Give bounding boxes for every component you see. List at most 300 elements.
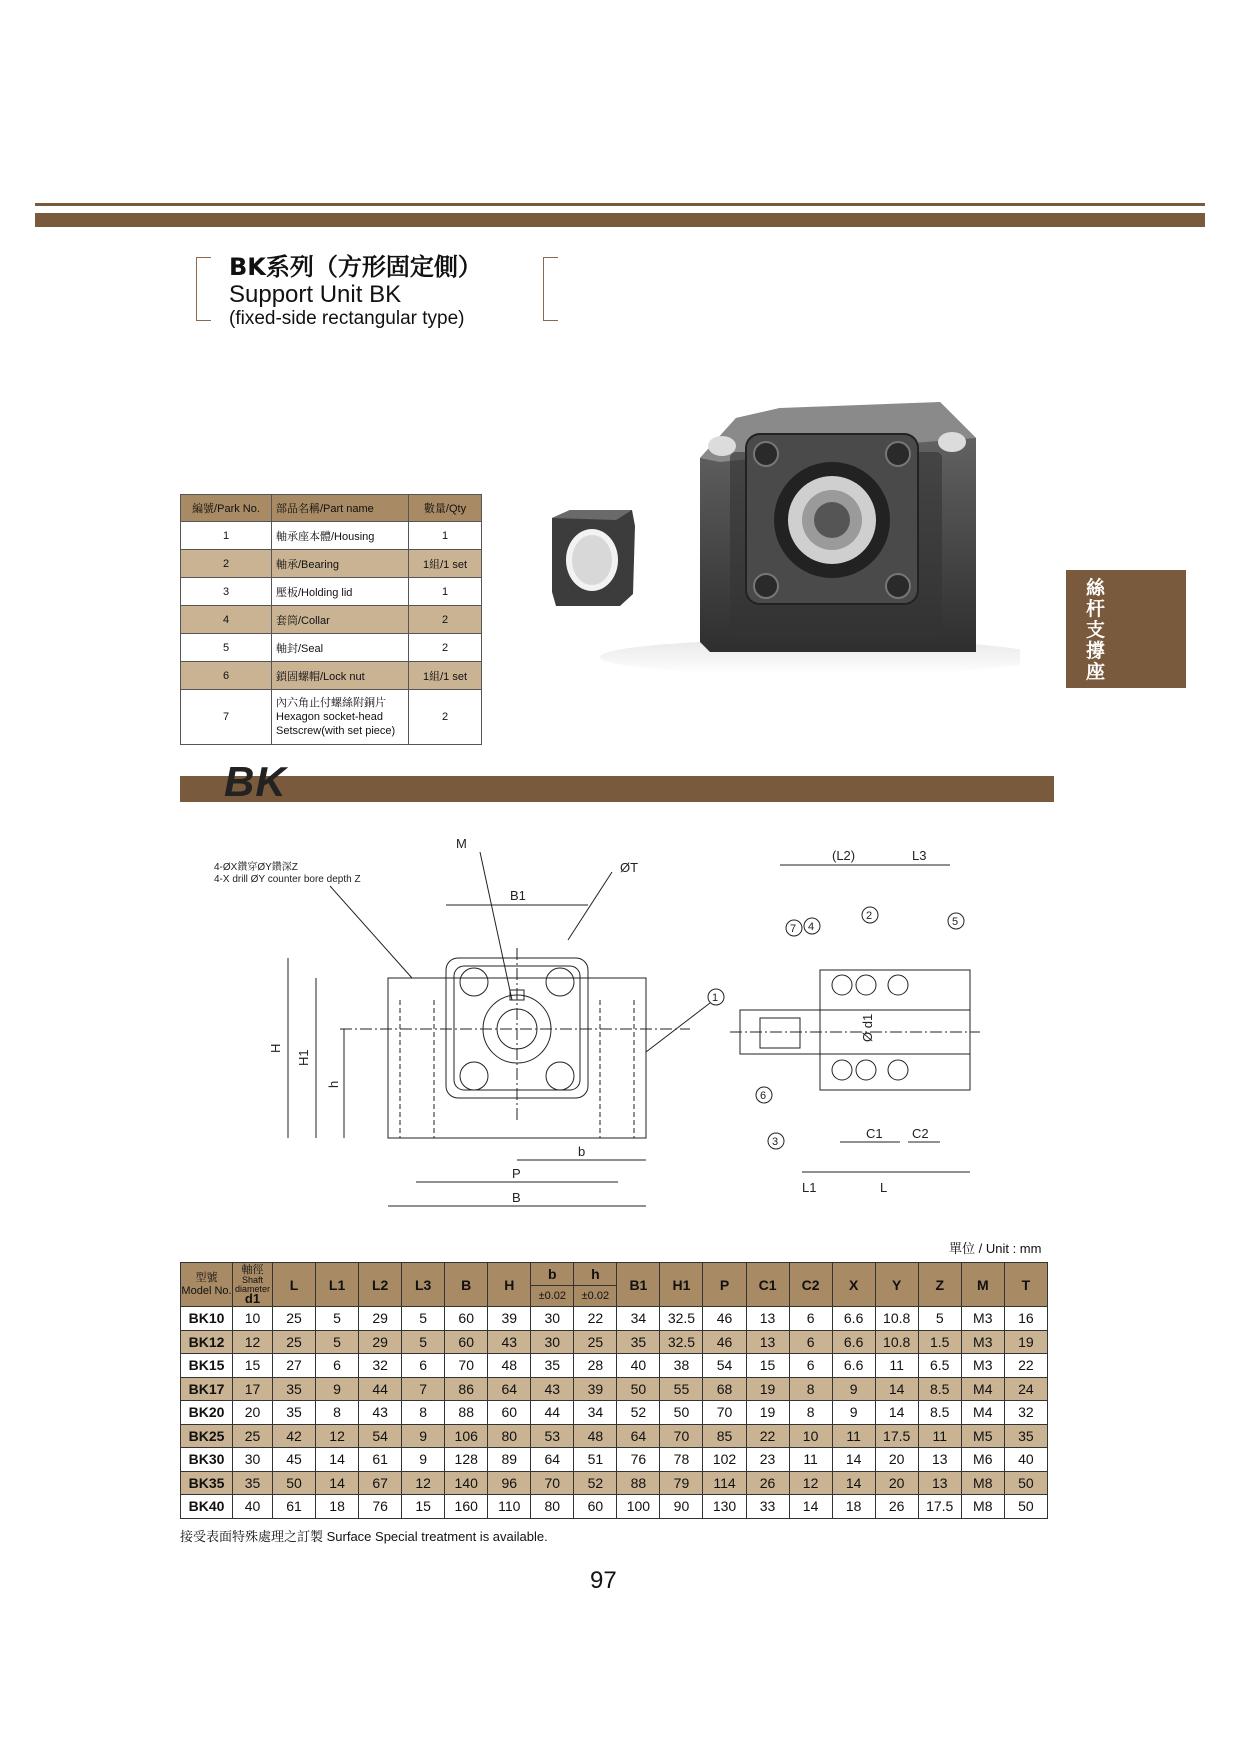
header-d1-zh: 軸徑 <box>241 1264 264 1276</box>
callout-2: 2 <box>866 910 873 922</box>
value-cell: 32 <box>1004 1401 1047 1425</box>
parts-table <box>180 494 482 745</box>
value-cell: 22 <box>574 1307 617 1331</box>
header-d1-en: Shaft <box>241 1275 263 1285</box>
value-cell: 46 <box>703 1330 746 1354</box>
title-subtitle: (fixed-side rectangular type) <box>229 308 465 329</box>
value-cell: 14 <box>875 1377 918 1401</box>
value-cell: 6 <box>316 1354 359 1378</box>
parts-no: 4 <box>181 606 272 634</box>
value-cell: 20 <box>875 1471 918 1495</box>
header-h-tolerance: ±0.02 <box>574 1286 617 1307</box>
value-cell: 19 <box>746 1401 789 1425</box>
parts-header-no: 編號/Park No. <box>181 495 272 522</box>
value-cell: 50 <box>273 1471 316 1495</box>
value-cell: 28 <box>574 1354 617 1378</box>
header-col: H1 <box>660 1263 703 1307</box>
header-col: L <box>273 1263 316 1307</box>
value-cell: 35 <box>273 1377 316 1401</box>
ball <box>832 975 852 995</box>
top-rule-thin <box>35 203 1205 206</box>
value-cell: 60 <box>488 1401 531 1425</box>
value-cell: 29 <box>359 1330 402 1354</box>
value-cell: 46 <box>703 1307 746 1331</box>
callout-5: 5 <box>952 916 959 928</box>
header-col: X <box>832 1263 875 1307</box>
callout-4: 4 <box>808 921 815 933</box>
dim-H1-label: H1 <box>296 1049 311 1066</box>
value-cell: 54 <box>359 1424 402 1448</box>
model-cell: BK20 <box>181 1401 233 1425</box>
dim-d1-label: Ø d1 <box>860 1013 875 1042</box>
model-cell: BK10 <box>181 1307 233 1331</box>
parts-qty: 1組/1 set <box>409 662 482 690</box>
header-col: L1 <box>316 1263 359 1307</box>
value-cell: 10.8 <box>875 1330 918 1354</box>
value-cell: 15 <box>233 1354 273 1378</box>
value-cell: 40 <box>233 1495 273 1519</box>
dim-L-label: L <box>880 1180 888 1195</box>
parts-row <box>181 634 482 662</box>
table-row <box>181 1377 1048 1401</box>
value-cell: 32 <box>359 1354 402 1378</box>
value-cell: 10 <box>233 1307 273 1331</box>
table-row <box>181 1448 1048 1472</box>
parts-header-row <box>181 495 482 522</box>
header-col: Y <box>875 1263 918 1307</box>
value-cell: 11 <box>832 1424 875 1448</box>
value-cell: 128 <box>445 1448 488 1472</box>
header-b-tolerance: ±0.02 <box>531 1286 574 1307</box>
side-category-tab <box>1066 570 1186 688</box>
parts-name-line: Hexagon socket-head <box>276 711 384 723</box>
leader-T <box>568 872 612 940</box>
value-cell: 8.5 <box>918 1401 961 1425</box>
dim-P-label: P <box>512 1166 521 1181</box>
collar-photo <box>552 510 635 606</box>
model-cell: BK40 <box>181 1495 233 1519</box>
value-cell: 70 <box>660 1424 703 1448</box>
value-cell: 27 <box>273 1354 316 1378</box>
header-col: H <box>488 1263 531 1307</box>
value-cell: 53 <box>531 1424 574 1448</box>
value-cell: 96 <box>488 1471 531 1495</box>
value-cell: 12 <box>402 1471 445 1495</box>
value-cell: 42 <box>273 1424 316 1448</box>
header-model <box>181 1263 233 1307</box>
value-cell: 8 <box>789 1401 832 1425</box>
value-cell: 40 <box>1004 1448 1047 1472</box>
value-cell: 17 <box>233 1377 273 1401</box>
dim-C2-label: C2 <box>912 1126 929 1141</box>
value-cell: 12 <box>316 1424 359 1448</box>
parts-qty: 2 <box>409 606 482 634</box>
value-cell: 90 <box>660 1495 703 1519</box>
value-cell: 64 <box>531 1448 574 1472</box>
drill-note-zh: 4-ØX鑽穿ØY鑽深Z <box>214 862 298 873</box>
value-cell: 18 <box>316 1495 359 1519</box>
ball <box>888 1060 908 1080</box>
value-cell: M6 <box>961 1448 1004 1472</box>
parts-name-line: 內六角止付螺絲附銅片 <box>276 697 386 709</box>
parts-header-name: 部品名稱/Part name <box>272 495 409 522</box>
value-cell: 100 <box>617 1495 660 1519</box>
value-cell: 14 <box>832 1471 875 1495</box>
value-cell: 32.5 <box>660 1330 703 1354</box>
value-cell: 20 <box>233 1401 273 1425</box>
value-cell: 80 <box>488 1424 531 1448</box>
dim-h-label: h <box>326 1080 341 1088</box>
value-cell: 32.5 <box>660 1307 703 1331</box>
value-cell: 54 <box>703 1354 746 1378</box>
parts-no: 7 <box>181 690 272 745</box>
value-cell: 34 <box>617 1307 660 1331</box>
value-cell: 35 <box>531 1354 574 1378</box>
value-cell: 10.8 <box>875 1307 918 1331</box>
value-cell: 30 <box>531 1330 574 1354</box>
value-cell: 76 <box>359 1495 402 1519</box>
value-cell: 85 <box>703 1424 746 1448</box>
value-cell: 11 <box>789 1448 832 1472</box>
value-cell: 43 <box>531 1377 574 1401</box>
value-cell: M3 <box>961 1307 1004 1331</box>
header-d1-symbol: d1 <box>244 1291 261 1306</box>
ball <box>856 1060 876 1080</box>
value-cell: 45 <box>273 1448 316 1472</box>
value-cell: 24 <box>1004 1377 1047 1401</box>
value-cell: 88 <box>617 1471 660 1495</box>
value-cell: 67 <box>359 1471 402 1495</box>
parts-name: 軸封/Seal <box>272 634 409 662</box>
header-col: L2 <box>359 1263 402 1307</box>
value-cell: 30 <box>531 1307 574 1331</box>
section-bar <box>180 776 1054 802</box>
drill-note-en: 4-X drill ØY counter bore depth Z <box>214 874 361 885</box>
table-row <box>181 1495 1048 1519</box>
parts-row <box>181 690 482 745</box>
parts-qty: 2 <box>409 634 482 662</box>
value-cell: 6.6 <box>832 1354 875 1378</box>
value-cell: 61 <box>273 1495 316 1519</box>
value-cell: 86 <box>445 1377 488 1401</box>
value-cell: 9 <box>832 1377 875 1401</box>
header-col: B1 <box>617 1263 660 1307</box>
parts-row <box>181 578 482 606</box>
value-cell: 14 <box>875 1401 918 1425</box>
product-photo <box>540 372 1020 672</box>
section-label: BK <box>224 758 287 805</box>
value-cell: 64 <box>488 1377 531 1401</box>
value-cell: 13 <box>746 1307 789 1331</box>
value-cell: 78 <box>660 1448 703 1472</box>
value-cell: 35 <box>233 1471 273 1495</box>
parts-name: 壓板/Holding lid <box>272 578 409 606</box>
header-col: C1 <box>746 1263 789 1307</box>
value-cell: 52 <box>617 1401 660 1425</box>
value-cell: 68 <box>703 1377 746 1401</box>
dim-M-label: M <box>456 836 467 851</box>
value-cell: 11 <box>875 1354 918 1378</box>
specs-table <box>180 1262 1048 1519</box>
parts-qty: 1 <box>409 578 482 606</box>
housing-photo <box>700 402 976 652</box>
value-cell: 14 <box>832 1448 875 1472</box>
value-cell: 11 <box>918 1424 961 1448</box>
table-row <box>181 1424 1048 1448</box>
value-cell: 89 <box>488 1448 531 1472</box>
parts-name: 軸承座本體/Housing <box>272 522 409 550</box>
value-cell: 50 <box>1004 1495 1047 1519</box>
parts-no: 6 <box>181 662 272 690</box>
value-cell: 17.5 <box>875 1424 918 1448</box>
value-cell: 5 <box>316 1330 359 1354</box>
value-cell: 13 <box>746 1330 789 1354</box>
value-cell: 22 <box>1004 1354 1047 1378</box>
leader-line <box>330 886 412 978</box>
callout-3: 3 <box>772 1136 779 1148</box>
value-cell: 35 <box>273 1401 316 1425</box>
header-col: P <box>703 1263 746 1307</box>
value-cell: 15 <box>746 1354 789 1378</box>
value-cell: 13 <box>918 1471 961 1495</box>
value-cell: M3 <box>961 1330 1004 1354</box>
value-cell: 5 <box>402 1330 445 1354</box>
value-cell: 44 <box>359 1377 402 1401</box>
value-cell: 6.6 <box>832 1330 875 1354</box>
value-cell: 114 <box>703 1471 746 1495</box>
footnote: 接受表面特殊處理之訂製 Surface Special treatment is available. <box>180 1529 548 1544</box>
parts-name: 軸承/Bearing <box>272 550 409 578</box>
value-cell: 35 <box>1004 1424 1047 1448</box>
value-cell: 8 <box>789 1377 832 1401</box>
value-cell: 18 <box>832 1495 875 1519</box>
value-cell: 70 <box>445 1354 488 1378</box>
value-cell: 26 <box>746 1471 789 1495</box>
value-cell: 43 <box>488 1330 531 1354</box>
value-cell: 8 <box>316 1401 359 1425</box>
parts-row <box>181 550 482 578</box>
dim-L2-label: (L2) <box>832 848 856 863</box>
page-number: 97 <box>590 1567 617 1594</box>
dim-B1-label: B1 <box>510 888 526 903</box>
value-cell: 39 <box>574 1377 617 1401</box>
value-cell: M5 <box>961 1424 1004 1448</box>
value-cell: 5 <box>402 1307 445 1331</box>
specs-body <box>181 1307 1048 1519</box>
header-col: L3 <box>402 1263 445 1307</box>
value-cell: 48 <box>574 1424 617 1448</box>
value-cell: 50 <box>660 1401 703 1425</box>
parts-row <box>181 606 482 634</box>
parts-no: 5 <box>181 634 272 662</box>
value-cell: 102 <box>703 1448 746 1472</box>
value-cell: 6.6 <box>832 1307 875 1331</box>
value-cell: 9 <box>402 1424 445 1448</box>
dim-b-label: b <box>578 1144 586 1159</box>
value-cell: 10 <box>789 1424 832 1448</box>
value-cell: 25 <box>233 1424 273 1448</box>
value-cell: 70 <box>703 1401 746 1425</box>
table-row <box>181 1471 1048 1495</box>
value-cell: 70 <box>531 1471 574 1495</box>
header-model-en: Model No. <box>181 1284 232 1297</box>
parts-row <box>181 522 482 550</box>
parts-row <box>181 662 482 690</box>
parts-no: 2 <box>181 550 272 578</box>
dim-L1-label: L1 <box>802 1180 817 1195</box>
technical-drawing <box>200 820 1060 1220</box>
value-cell: 110 <box>488 1495 531 1519</box>
parts-qty: 2 <box>409 690 482 745</box>
ball <box>832 1060 852 1080</box>
value-cell: 19 <box>746 1377 789 1401</box>
parts-qty: 1組/1 set <box>409 550 482 578</box>
value-cell: 140 <box>445 1471 488 1495</box>
parts-name: 套筒/Collar <box>272 606 409 634</box>
callouts <box>646 907 964 1149</box>
table-row <box>181 1307 1048 1331</box>
value-cell: 25 <box>273 1330 316 1354</box>
side-housing <box>820 970 970 1090</box>
value-cell: 13 <box>918 1448 961 1472</box>
title-chinese: BK系列（方形固定側） <box>229 253 482 281</box>
dim-T-label: ØT <box>620 860 639 875</box>
header-col: h <box>574 1263 617 1286</box>
dim-L3-label: L3 <box>912 848 927 863</box>
table-row <box>181 1330 1048 1354</box>
bolt-hole <box>546 1062 574 1090</box>
value-cell: 12 <box>233 1330 273 1354</box>
value-cell: 14 <box>316 1448 359 1472</box>
value-cell: 25 <box>273 1307 316 1331</box>
parts-qty: 1 <box>409 522 482 550</box>
title-bracket-right <box>543 257 558 321</box>
value-cell: M4 <box>961 1377 1004 1401</box>
table-row <box>181 1354 1048 1378</box>
value-cell: 14 <box>789 1495 832 1519</box>
value-cell: 5 <box>316 1307 359 1331</box>
value-cell: 20 <box>875 1448 918 1472</box>
header-col: b <box>531 1263 574 1286</box>
value-cell: 23 <box>746 1448 789 1472</box>
value-cell: 5 <box>918 1307 961 1331</box>
value-cell: 17.5 <box>918 1495 961 1519</box>
model-cell: BK35 <box>181 1471 233 1495</box>
value-cell: 6 <box>789 1354 832 1378</box>
value-cell: 79 <box>660 1471 703 1495</box>
callout-1: 1 <box>712 992 719 1004</box>
value-cell: 51 <box>574 1448 617 1472</box>
header-col: B <box>445 1263 488 1307</box>
parts-name-line: Setscrew(with set piece) <box>276 725 396 737</box>
model-cell: BK30 <box>181 1448 233 1472</box>
value-cell: 8 <box>402 1401 445 1425</box>
value-cell: 7 <box>402 1377 445 1401</box>
value-cell: 48 <box>488 1354 531 1378</box>
header-col: C2 <box>789 1263 832 1307</box>
bolt-hole <box>460 968 488 996</box>
parts-name-multiline <box>272 690 409 745</box>
bolt-hole <box>546 968 574 996</box>
value-cell: 8.5 <box>918 1377 961 1401</box>
dim-C1-label: C1 <box>866 1126 883 1141</box>
dim-H-label: H <box>268 1043 283 1053</box>
model-cell: BK12 <box>181 1330 233 1354</box>
value-cell: 80 <box>531 1495 574 1519</box>
title-bracket-left <box>196 257 211 321</box>
value-cell: 34 <box>574 1401 617 1425</box>
value-cell: 15 <box>402 1495 445 1519</box>
callout-leader <box>646 1003 710 1052</box>
value-cell: 29 <box>359 1307 402 1331</box>
value-cell: 9 <box>832 1401 875 1425</box>
value-cell: 30 <box>233 1448 273 1472</box>
value-cell: 160 <box>445 1495 488 1519</box>
value-cell: 60 <box>574 1495 617 1519</box>
front-view <box>340 948 690 1138</box>
value-cell: 26 <box>875 1495 918 1519</box>
value-cell: 39 <box>488 1307 531 1331</box>
value-cell: 60 <box>445 1307 488 1331</box>
header-col: M <box>961 1263 1004 1307</box>
value-cell: 22 <box>746 1424 789 1448</box>
value-cell: 52 <box>574 1471 617 1495</box>
value-cell: 61 <box>359 1448 402 1472</box>
title-english: Support Unit BK <box>229 281 402 308</box>
model-cell: BK15 <box>181 1354 233 1378</box>
value-cell: 43 <box>359 1401 402 1425</box>
parts-no: 1 <box>181 522 272 550</box>
top-rule-thick <box>35 213 1205 227</box>
value-cell: 44 <box>531 1401 574 1425</box>
value-cell: 6 <box>789 1307 832 1331</box>
value-cell: 76 <box>617 1448 660 1472</box>
value-cell: 64 <box>617 1424 660 1448</box>
model-cell: BK25 <box>181 1424 233 1448</box>
value-cell: 14 <box>316 1471 359 1495</box>
header-col: Z <box>918 1263 961 1307</box>
value-cell: M4 <box>961 1401 1004 1425</box>
header-d1-en: diameter <box>234 1284 270 1294</box>
parts-name: 鎖固螺帽/Lock nut <box>272 662 409 690</box>
value-cell: M8 <box>961 1495 1004 1519</box>
value-cell: M3 <box>961 1354 1004 1378</box>
value-cell: 35 <box>617 1330 660 1354</box>
table-row <box>181 1401 1048 1425</box>
parts-header-qty: 數量/Qty <box>409 495 482 522</box>
callout-7: 7 <box>790 923 797 935</box>
front-dimensions <box>268 836 646 1206</box>
bolt-hole <box>460 1062 488 1090</box>
value-cell: 19 <box>1004 1330 1047 1354</box>
value-cell: 40 <box>617 1354 660 1378</box>
value-cell: 33 <box>746 1495 789 1519</box>
header-model-zh: 型號 <box>195 1271 218 1284</box>
value-cell: 9 <box>316 1377 359 1401</box>
value-cell: 60 <box>445 1330 488 1354</box>
ball <box>888 975 908 995</box>
lock-nut <box>760 1018 800 1048</box>
callout-6: 6 <box>760 1090 767 1102</box>
value-cell: M8 <box>961 1471 1004 1495</box>
value-cell: 50 <box>617 1377 660 1401</box>
header-col: T <box>1004 1263 1047 1307</box>
model-cell: BK17 <box>181 1377 233 1401</box>
value-cell: 12 <box>789 1471 832 1495</box>
value-cell: 106 <box>445 1424 488 1448</box>
value-cell: 25 <box>574 1330 617 1354</box>
unit-label: 單位 / Unit : mm <box>949 1241 1042 1256</box>
